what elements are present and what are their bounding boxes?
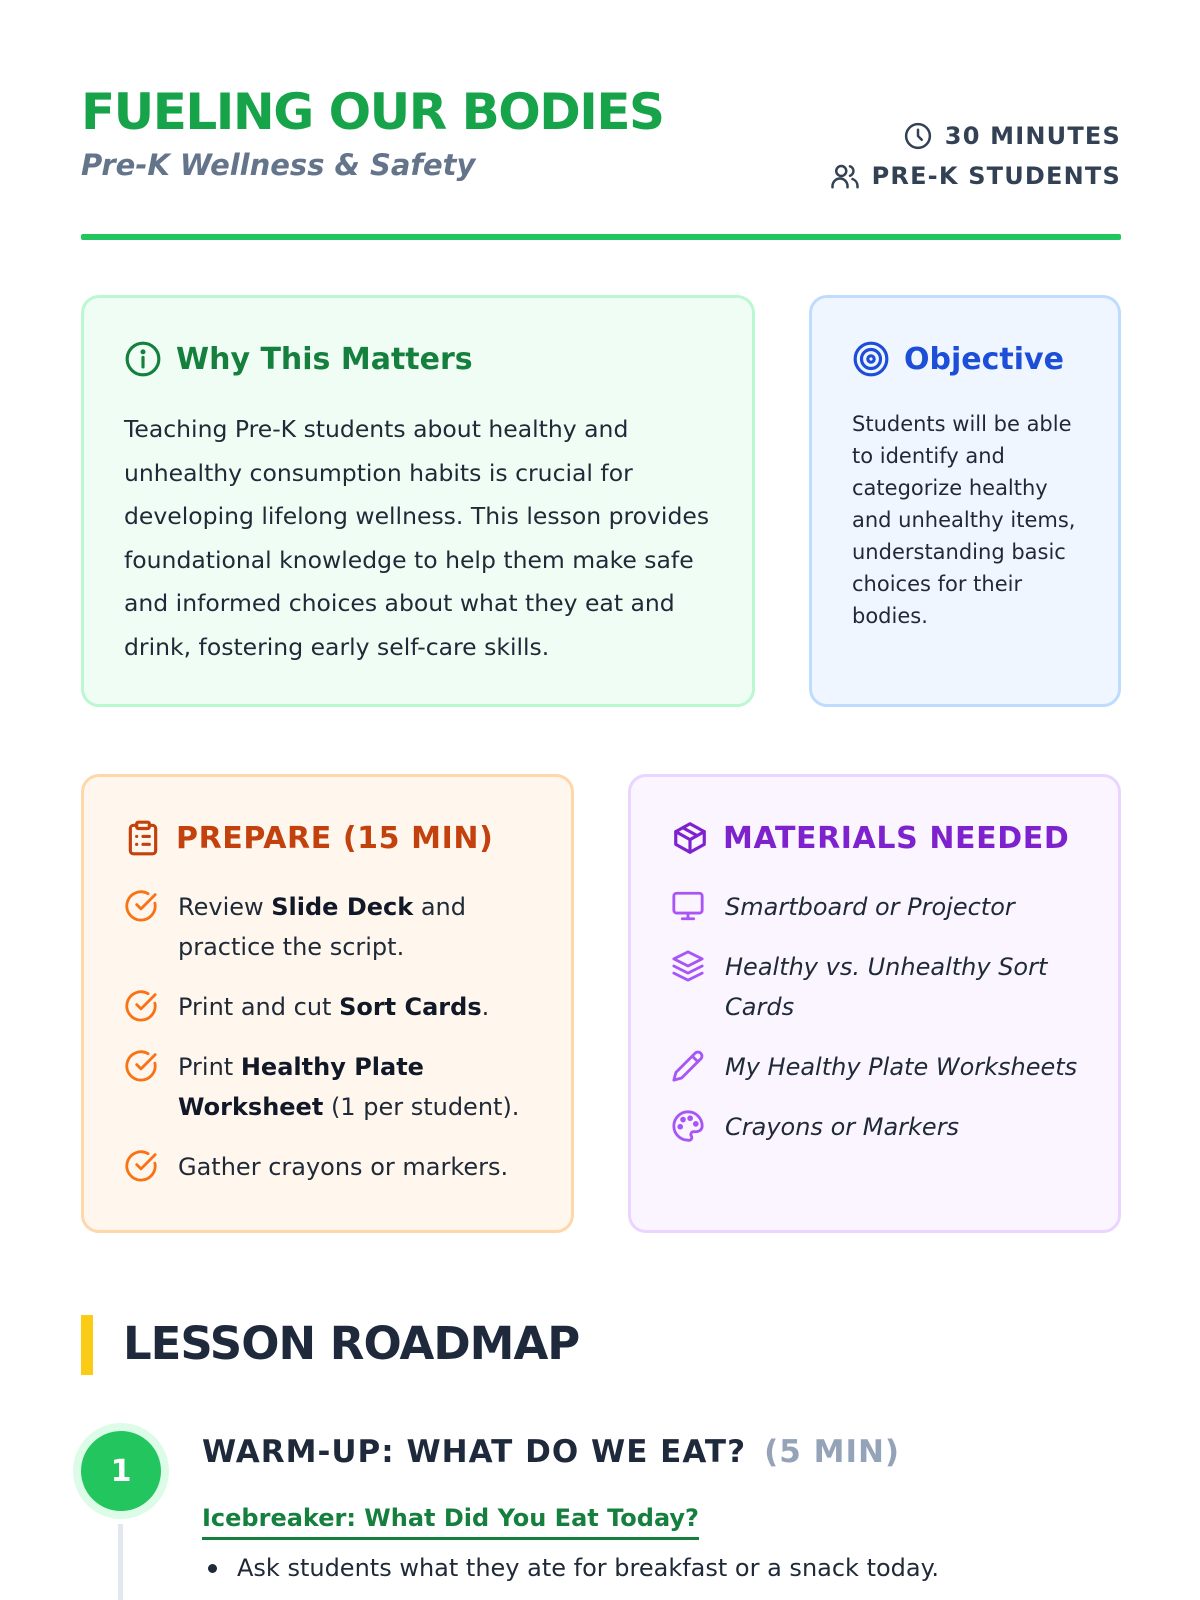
prepare-card-title: PREPARE (15 MIN)	[176, 820, 494, 856]
objective-card	[809, 295, 1121, 707]
why-card-title: Why This Matters	[176, 341, 473, 377]
prepare-card-header	[124, 819, 493, 857]
materials-card-header	[671, 819, 1069, 857]
step-bullet	[208, 1551, 939, 1585]
pencil-icon	[671, 1049, 705, 1083]
prepare-item-text: Gather crayons or markers.	[178, 1153, 509, 1181]
prepare-checklist	[124, 887, 544, 1207]
layers-icon	[671, 949, 705, 983]
monitor-icon	[671, 889, 705, 923]
check-circle-icon	[124, 1049, 158, 1083]
step-title-text: WARM-UP: WHAT DO WE EAT?	[202, 1434, 747, 1470]
check-circle-icon	[124, 1149, 158, 1183]
duration-text: 30 MINUTES	[944, 122, 1121, 150]
why-card-body: Teaching Pre-K students about healthy and unhealthy consumption habits is crucial for developing lifelong wellness. This lesson provides foundational knowledge to help them make safe and informed choices about what they eat and drink, fostering early self-care skills.	[124, 415, 710, 661]
clock-icon	[903, 121, 933, 151]
duration-meta	[830, 116, 1121, 156]
audience-text: PRE-K STUDENTS	[871, 162, 1121, 190]
prepare-item-text: Print Healthy Plate Worksheet (1 per student).	[178, 1053, 520, 1121]
info-icon	[124, 340, 162, 378]
step-duration: (5 MIN)	[764, 1434, 901, 1470]
prepare-item	[124, 887, 544, 967]
material-item-label: Healthy vs. Unhealthy Sort Cards	[725, 953, 1048, 1021]
prepare-item	[124, 1147, 544, 1187]
clipboard-list-icon	[124, 819, 162, 857]
material-item	[671, 947, 1091, 1027]
check-circle-icon	[124, 989, 158, 1023]
materials-list	[671, 887, 1091, 1167]
prepare-item	[124, 987, 544, 1027]
roadmap-title: LESSON ROADMAP	[123, 1317, 580, 1370]
why-card-header	[124, 340, 473, 378]
timeline-connector	[118, 1524, 123, 1600]
prepare-item	[124, 1047, 544, 1127]
prepare-item-text: Review Slide Deck and practice the script.	[178, 893, 466, 961]
objective-card-body: Students will be able to identify and categorize healthy and unhealthy items, understanding basic choices for their bodies.	[852, 412, 1076, 628]
page-subtitle: Pre-K Wellness & Safety	[81, 148, 476, 182]
page-header	[81, 80, 1121, 240]
prepare-item-text: Print and cut Sort Cards.	[178, 993, 490, 1021]
audience-meta	[830, 156, 1121, 196]
palette-icon	[671, 1109, 705, 1143]
roadmap-accent-bar	[81, 1315, 93, 1375]
users-icon	[830, 161, 860, 191]
material-item	[671, 1047, 1091, 1087]
materials-card	[628, 774, 1121, 1233]
step-bullet-text: Ask students what they ate for breakfast or a snack today.	[237, 1554, 940, 1582]
bullet-dot	[208, 1564, 217, 1573]
header-divider	[81, 234, 1121, 240]
check-circle-icon	[124, 889, 158, 923]
target-icon	[852, 340, 890, 378]
package-icon	[671, 819, 709, 857]
material-item-label: Crayons or Markers	[725, 1113, 960, 1141]
material-item-label: My Healthy Plate Worksheets	[725, 1053, 1078, 1081]
material-item	[671, 1107, 1091, 1147]
step-title	[202, 1430, 900, 1474]
objective-card-header	[852, 340, 1064, 378]
step-number-badge: 1	[81, 1431, 161, 1511]
material-item	[671, 887, 1091, 927]
materials-card-title: MATERIALS NEEDED	[723, 820, 1070, 856]
prepare-card	[81, 774, 574, 1233]
why-this-matters-card	[81, 295, 755, 707]
material-item-label: Smartboard or Projector	[725, 893, 1015, 921]
step-activity-heading: Icebreaker: What Did You Eat Today?	[202, 1501, 699, 1540]
page-title: FUELING OUR BODIES	[81, 83, 664, 141]
lesson-meta	[830, 116, 1121, 196]
objective-card-title: Objective	[904, 341, 1064, 377]
